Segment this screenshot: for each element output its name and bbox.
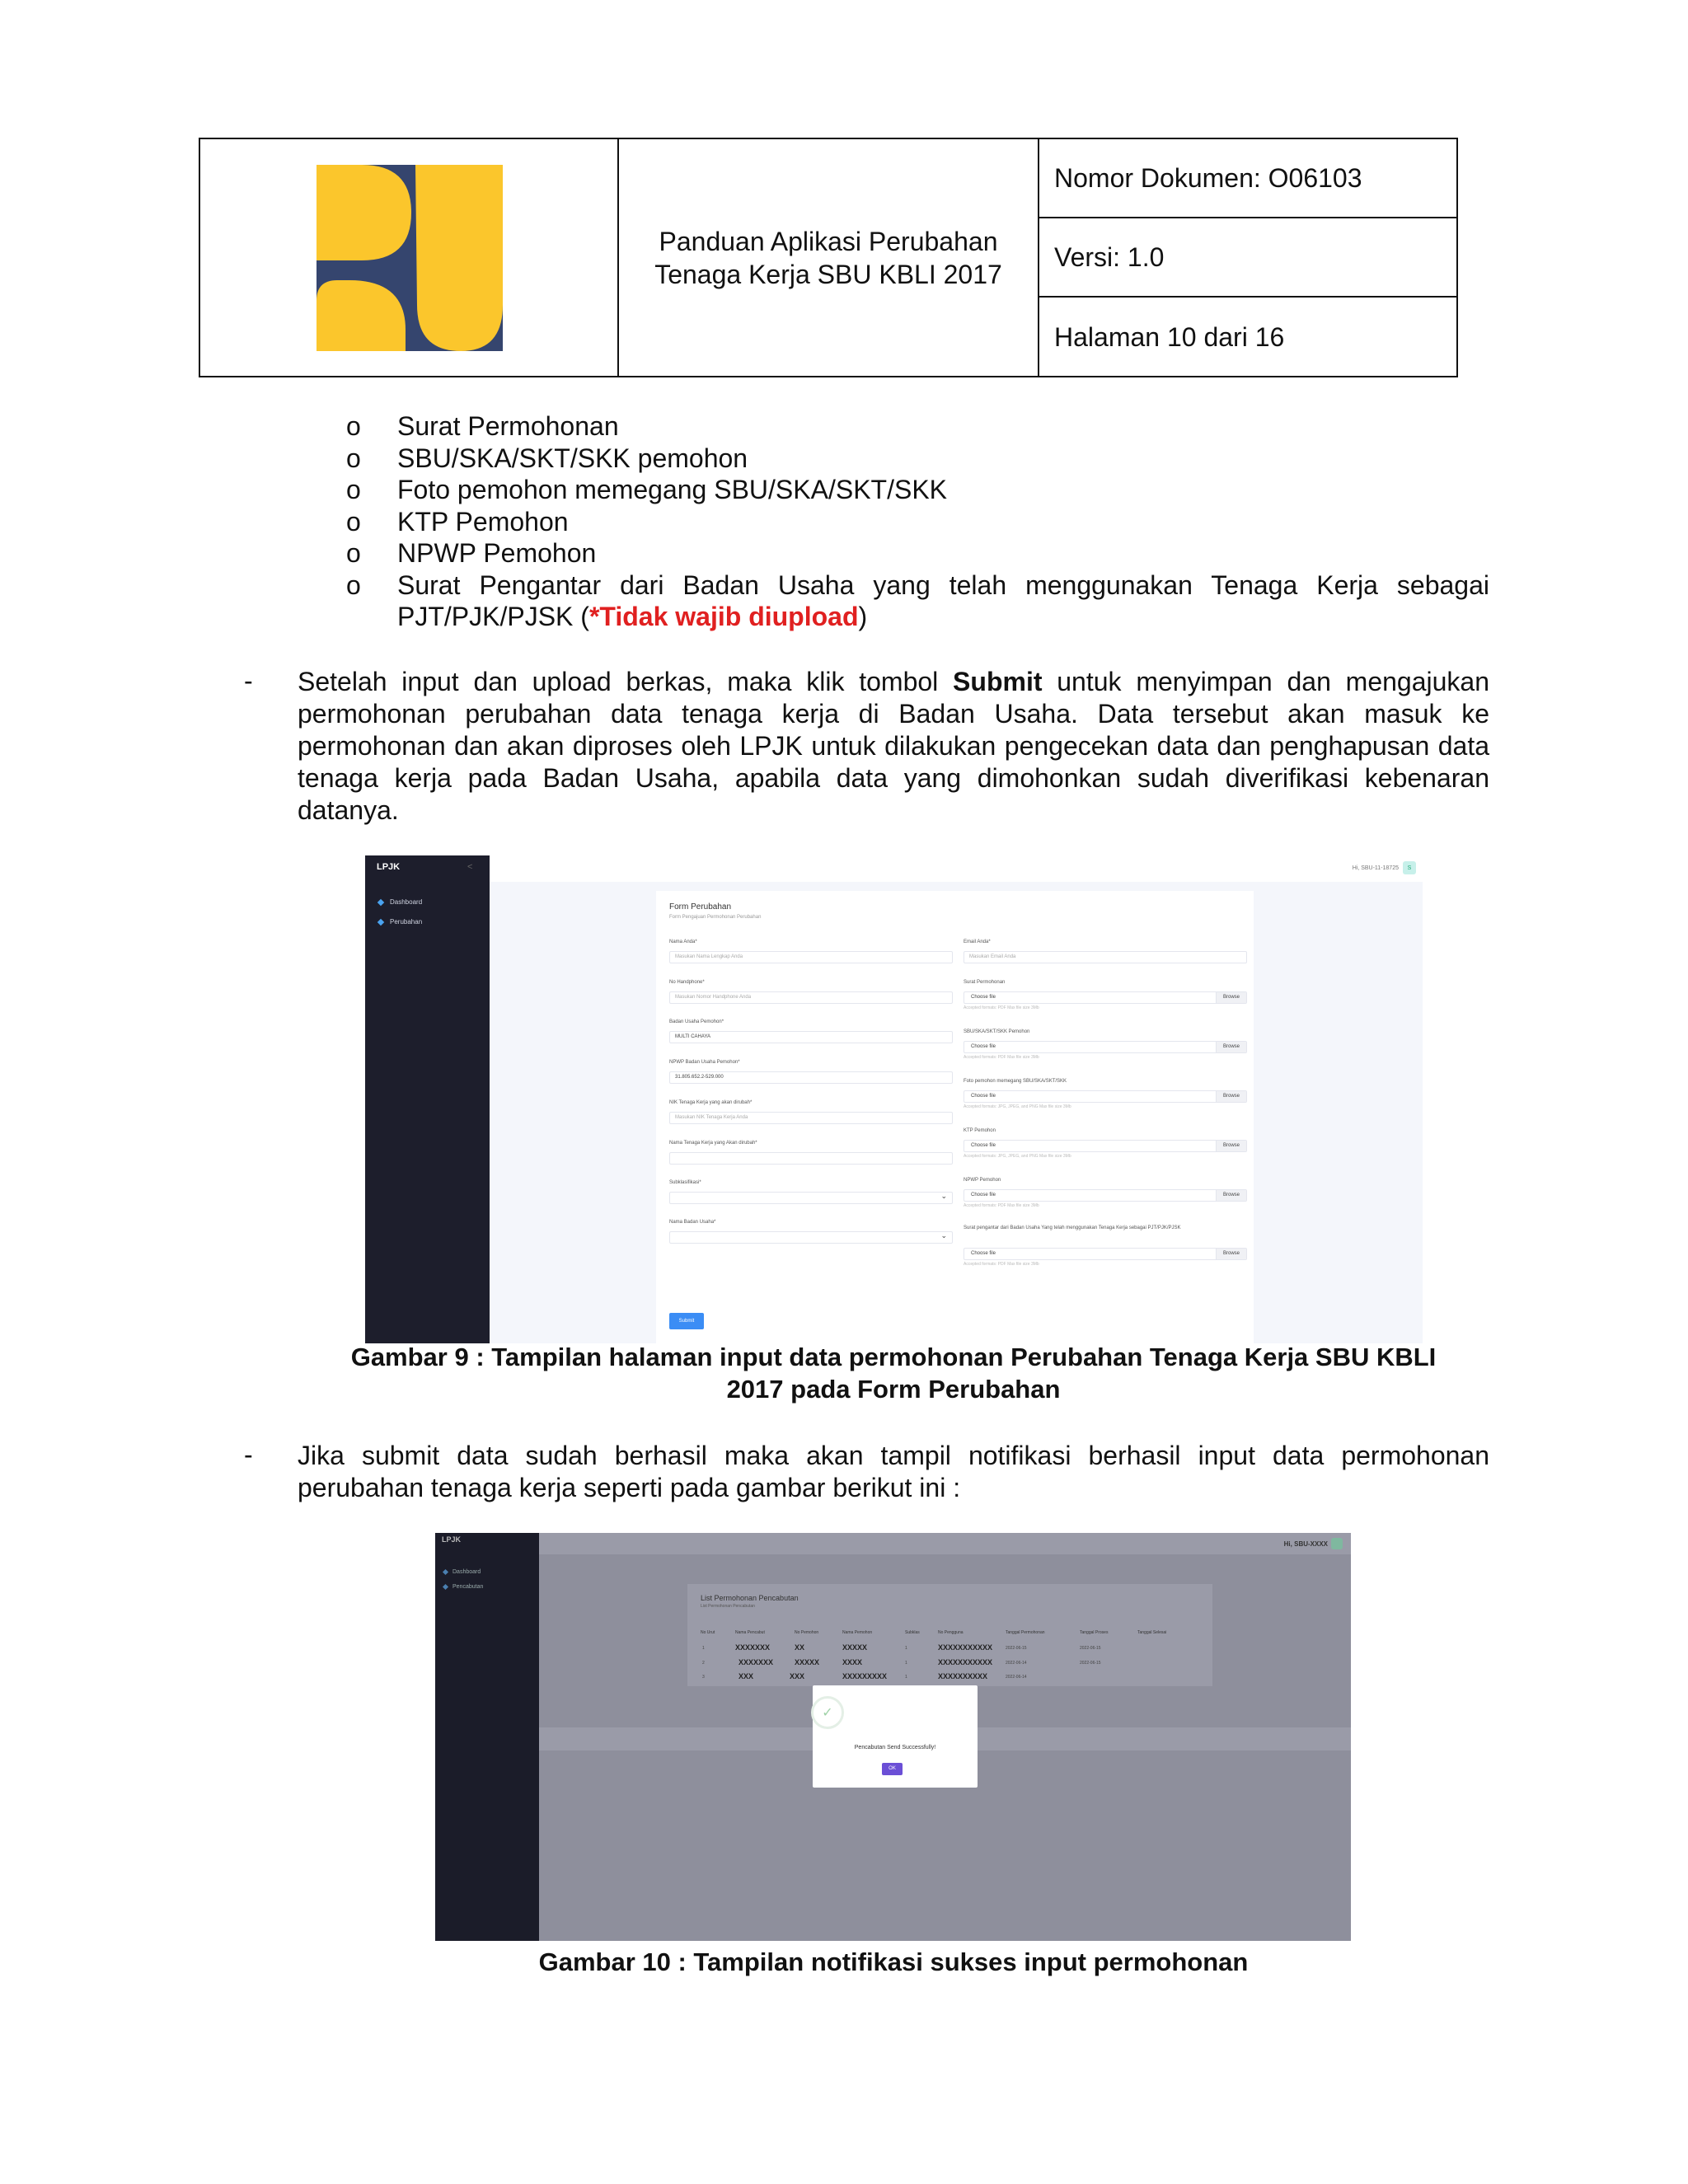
browse-button[interactable]: Browse	[1216, 1042, 1246, 1052]
field-label: KTP Pemohon	[964, 1128, 996, 1133]
user-menu[interactable]	[1353, 861, 1416, 874]
choose-file-text: Choose file	[971, 1251, 996, 1256]
form-screenshot	[365, 855, 1423, 1343]
avatar: S	[1403, 861, 1416, 874]
cell: 2022-06-15	[1080, 1661, 1101, 1666]
file-input-npwp[interactable]	[964, 1189, 1247, 1202]
list-item-continuation	[397, 602, 867, 632]
cell: 1	[702, 1646, 705, 1651]
email-input[interactable]: Masukan Email Anda	[964, 951, 1247, 963]
column-header: Nama Pencabut	[735, 1630, 765, 1635]
file-input-surat[interactable]	[964, 991, 1247, 1004]
topbar	[490, 855, 1423, 882]
field-label: Subklasifikasi*	[669, 1180, 701, 1185]
dashboard-icon	[377, 898, 384, 905]
list-card	[687, 1584, 1212, 1686]
bullet-marker: o	[346, 411, 361, 441]
figure-10-caption: Gambar 10 : Tampilan notifikasi sukses input permohonan	[538, 1947, 1249, 1976]
choose-file-text: Choose file	[971, 1044, 996, 1049]
cell: XXXXXXX	[738, 1658, 774, 1666]
cell: 1	[905, 1675, 907, 1680]
browse-button[interactable]: Browse	[1216, 992, 1246, 1003]
field-label: SBU/SKA/SKT/SKK Pemohon	[964, 1029, 1030, 1034]
topbar	[539, 1533, 1351, 1554]
cell: 2022-06-14	[1006, 1661, 1027, 1666]
dashboard-icon	[443, 1569, 448, 1575]
paragraph-notification: Jika submit data sudah berhasil maka akan tampil notifikasi berhasil input data permohonan perubahan tenaga kerja seperti pada gambar berikut ini :	[298, 1441, 1489, 1502]
logo-cell	[200, 139, 619, 376]
cell: XXXX	[842, 1658, 863, 1666]
sidebar-item-dashboard[interactable]	[378, 898, 422, 906]
browse-button[interactable]: Browse	[1216, 1190, 1246, 1201]
bullet-marker: o	[346, 507, 361, 537]
cell: XXXXXXX	[735, 1643, 771, 1652]
ok-button[interactable]: OK	[882, 1763, 903, 1775]
form-card	[656, 891, 1254, 1343]
app-logo: LPJK	[377, 862, 401, 872]
company-name-select[interactable]	[669, 1231, 953, 1244]
file-hint: Accepted formats: PDF Max file size 3Mb	[964, 1005, 1039, 1010]
collapse-icon[interactable]: <	[467, 862, 473, 872]
success-message: Pencabutan Send Successfully!	[854, 1745, 936, 1750]
cell: XXXXXXXXXXX	[938, 1643, 993, 1652]
doc-version: Versi: 1.0	[1039, 218, 1456, 298]
app-logo: LPJK	[442, 1535, 462, 1544]
field-label: Nama Anda*	[669, 940, 697, 944]
file-input-ktp[interactable]	[964, 1140, 1247, 1152]
browse-button[interactable]: Browse	[1216, 1141, 1246, 1151]
check-icon: ✓	[811, 1696, 844, 1729]
browse-button[interactable]: Browse	[1216, 1091, 1246, 1102]
field-label: Badan Usaha Pemohon*	[669, 1019, 724, 1024]
field-label: Surat pengantar dari Badan Usaha Yang telah menggunakan Tenaga Kerja sebagai PJT/PJK/PJSK	[964, 1226, 1181, 1230]
field-label: Nama Tenaga Kerja yang Akan dirubah*	[669, 1141, 757, 1146]
file-hint: Accepted formats: JPG, JPEG, and PNG Max file size 3Mb	[964, 1154, 1071, 1159]
paragraph-submit	[298, 666, 1489, 827]
field-label: Nama Badan Usaha*	[669, 1220, 716, 1225]
field-label: Email Anda*	[964, 940, 991, 944]
choose-file-text: Choose file	[971, 995, 996, 1000]
sidebar	[365, 855, 490, 1343]
list-item-text: )	[858, 602, 868, 631]
column-header: Subklas	[905, 1630, 920, 1635]
sidebar-item-dashboard[interactable]	[443, 1569, 481, 1575]
user-menu[interactable]	[1284, 1538, 1343, 1549]
submit-button[interactable]: Submit	[669, 1313, 704, 1329]
column-header: Tanggal Selesai	[1137, 1630, 1167, 1635]
sidebar	[435, 1533, 539, 1941]
file-hint: Accepted formats: PDF Max file size 3Mb	[964, 1203, 1039, 1208]
column-header: No Pengguna	[938, 1630, 964, 1635]
list-item: SBU/SKA/SKT/SKK pemohon	[397, 443, 748, 473]
file-input-foto[interactable]	[964, 1090, 1247, 1103]
cell: XXXXXXXXXXX	[938, 1658, 993, 1666]
success-modal	[813, 1685, 978, 1788]
column-header: No Pemohon	[795, 1630, 819, 1635]
bullet-marker: o	[346, 570, 361, 600]
cell: 2	[702, 1661, 705, 1666]
column-header: No Urut	[701, 1630, 715, 1635]
list-item: Surat Permohonan	[397, 411, 619, 441]
sidebar-item-label: Dashboard	[390, 898, 423, 906]
document-title	[619, 139, 1039, 376]
field-label: Foto pemohon memegang SBU/SKA/SKT/SKK	[964, 1079, 1067, 1084]
document-meta	[1039, 139, 1456, 376]
list-item: KTP Pemohon	[397, 507, 569, 537]
form-subtitle: Form Pengajuan Permohonan Perubahan	[669, 915, 762, 920]
cell: 1	[905, 1661, 907, 1666]
cell: XX	[795, 1643, 805, 1652]
list-title: List Permohonan Pencabutan	[701, 1594, 799, 1602]
cell: XXX	[738, 1672, 754, 1680]
list-item-text: PJT/PJK/PJSK (	[397, 602, 589, 631]
column-header: Tanggal Proses	[1080, 1630, 1109, 1635]
field-label: NPWP Badan Usaha Pemohon*	[669, 1060, 740, 1065]
document-header	[199, 138, 1458, 377]
choose-file-text: Choose file	[971, 1193, 996, 1197]
cell: XXXXX	[795, 1658, 820, 1666]
file-input-pengantar[interactable]	[964, 1248, 1247, 1260]
file-hint: Accepted formats: JPG, JPEG, and PNG Max file size 3Mb	[964, 1104, 1071, 1109]
choose-file-text: Choose file	[971, 1094, 996, 1099]
column-header: Tanggal Permohonan	[1006, 1630, 1045, 1635]
avatar	[1331, 1538, 1343, 1549]
sidebar-item-perubahan[interactable]	[378, 918, 422, 926]
browse-button[interactable]: Browse	[1216, 1249, 1246, 1259]
title-line-1: Panduan Aplikasi Perubahan	[659, 226, 998, 256]
worker-name-input[interactable]	[669, 1152, 953, 1165]
sidebar-item-label: Dashboard	[452, 1569, 481, 1575]
cell: 1	[905, 1646, 907, 1651]
sidebar-item-pencabutan[interactable]	[443, 1584, 483, 1590]
file-input-sbu[interactable]	[964, 1041, 1247, 1053]
cell: XXXXX	[842, 1643, 868, 1652]
list-subtitle: List Permohonan Pencabutan	[701, 1604, 755, 1609]
field-label: No Handphone*	[669, 980, 705, 985]
user-greeting: Hi, SBU-XXXX	[1283, 1540, 1328, 1548]
figure-9-caption	[199, 1341, 1588, 1405]
pencabutan-icon	[443, 1584, 448, 1590]
doc-number: Nomor Dokumen: O06103	[1039, 139, 1456, 218]
caption-line: 2017 pada Form Perubahan	[726, 1375, 1061, 1404]
cell: XXX	[790, 1672, 805, 1680]
doc-page: Halaman 10 dari 16	[1054, 321, 1285, 352]
user-greeting: Hi, SBU-11-18725	[1352, 865, 1399, 871]
npwp-input[interactable]: 31.805.652.2-529.000	[669, 1071, 953, 1084]
dash-marker: -	[244, 1440, 253, 1469]
submit-keyword: Submit	[953, 667, 1043, 696]
notification-screenshot	[435, 1533, 1351, 1941]
optional-note: *Tidak wajib diupload	[588, 602, 859, 631]
phone-input[interactable]: Masukan Nomor Handphone Anda	[669, 991, 953, 1004]
bullet-marker: o	[346, 443, 361, 473]
column-header: Nama Pemohon	[842, 1630, 873, 1635]
subclassification-select[interactable]	[669, 1192, 953, 1204]
cell: XXXXXXXXX	[842, 1672, 888, 1680]
caption-line: Gambar 9 : Tampilan halaman input data permohonan Perubahan Tenaga Kerja SBU KBLI	[350, 1343, 1437, 1371]
cell: 2022-06-15	[1006, 1646, 1027, 1651]
field-label: NPWP Pemohon	[964, 1178, 1001, 1183]
list-item: Surat Pengantar dari Badan Usaha yang telah menggunakan Tenaga Kerja sebagai	[397, 570, 1489, 600]
field-label: Surat Permohonan	[964, 980, 1006, 985]
company-input[interactable]: MULTI CAHAYA	[669, 1031, 953, 1043]
title-line-2: Tenaga Kerja SBU KBLI 2017	[654, 259, 1002, 289]
paragraph-text: untuk menyimpan dan mengajukan permohonan perubahan data tenaga kerja di Badan Usaha. Data tersebut akan masuk ke permohonan dan akan diproses oleh LPJK untuk dilakukan pengecekan data dan penghapusan data tenaga kerja pada Badan Usaha, apabila data yang dimohonkan sudah diverifikasi kebenaran datanya.	[298, 667, 1489, 825]
sidebar-item-label: Perubahan	[390, 918, 423, 926]
name-input[interactable]: Masukan Nama Lengkap Anda	[669, 951, 953, 963]
list-item: NPWP Pemohon	[397, 538, 597, 568]
cell: 2022-06-15	[1080, 1646, 1101, 1651]
bullet-marker: o	[346, 538, 361, 568]
nik-input[interactable]: Masukan NIK Tenaga Kerja Anda	[669, 1112, 953, 1124]
cell: XXXXXXXXXX	[938, 1672, 988, 1680]
bullet-marker: o	[346, 475, 361, 504]
pu-logo	[316, 165, 503, 351]
paragraph-text: Setelah input dan upload berkas, maka klik tombol	[298, 667, 954, 696]
cell: 2022-06-14	[1006, 1675, 1027, 1680]
sidebar-item-label: Pencabutan	[452, 1584, 484, 1590]
field-label: NIK Tenaga Kerja yang akan dirubah*	[669, 1100, 753, 1105]
form-title: Form Perubahan	[669, 902, 732, 912]
choose-file-text: Choose file	[971, 1143, 996, 1148]
cell: 3	[702, 1675, 705, 1680]
perubahan-icon	[377, 918, 384, 925]
dash-marker: -	[244, 666, 253, 696]
file-hint: Accepted formats: PDF Max file size 3Mb	[964, 1055, 1039, 1060]
list-item: Foto pemohon memegang SBU/SKA/SKT/SKK	[397, 475, 947, 504]
file-hint: Accepted formats: PDF Max file size 3Mb	[964, 1262, 1039, 1267]
